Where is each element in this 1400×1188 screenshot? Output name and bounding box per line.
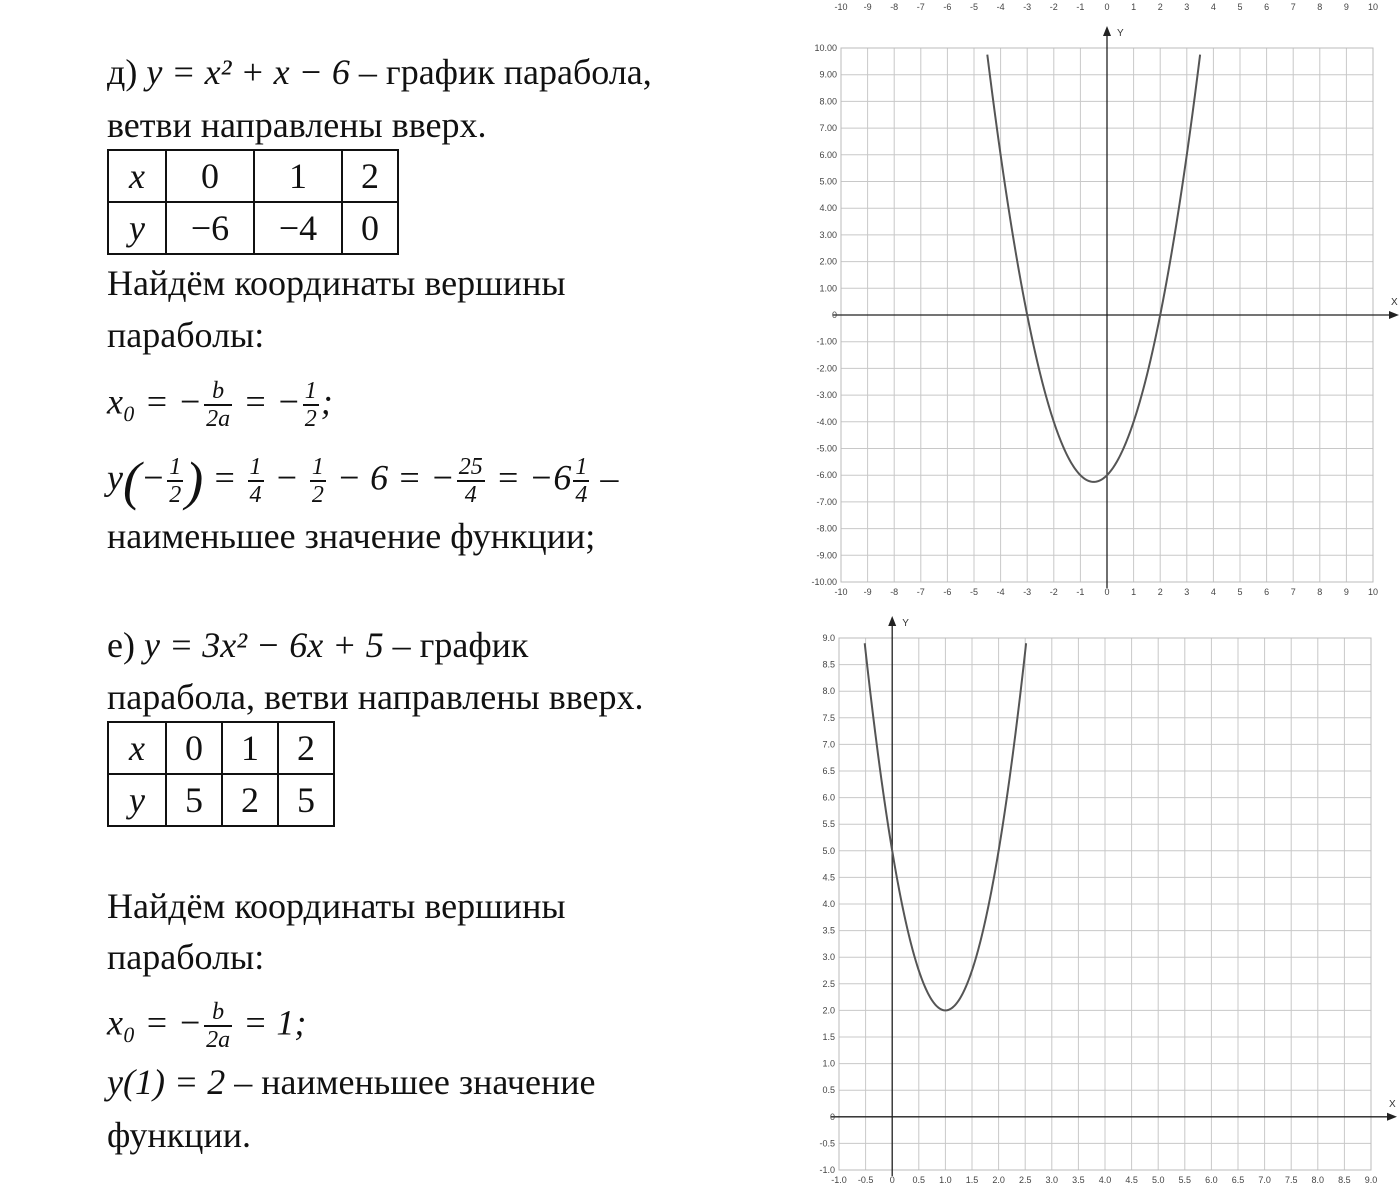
part-d-x0-equation (107, 378, 333, 432)
table-header-x: x (108, 722, 166, 774)
x-tick-label: 2.5 (1018, 1175, 1032, 1185)
x-tick-label: 1 (1131, 587, 1137, 597)
x-tick-label: 7 (1290, 587, 1296, 597)
x-tick-label: 7.0 (1258, 1175, 1271, 1185)
part-d-vertex-title-2: параболы: (107, 315, 265, 355)
y-tick-label: 0 (831, 310, 837, 320)
table-cell: 2 (278, 722, 334, 774)
y-axis-arrow-icon (888, 616, 896, 626)
y-axis-label: Y (1117, 28, 1124, 39)
x-tick-label: 9 (1343, 587, 1349, 597)
x-tick-label: 4 (1210, 587, 1216, 597)
graph-parabola-d (800, 0, 1400, 600)
y-tick-label: 9.00 (819, 69, 837, 80)
table-header-y: y (108, 774, 166, 826)
x-tick-label: -10 (834, 587, 848, 597)
x-tick-label: 5.5 (1178, 1175, 1192, 1185)
x-tick-label: 0.5 (912, 1175, 926, 1185)
y-tick-label: -9.00 (816, 550, 837, 561)
y-tick-label: -5.00 (816, 443, 837, 454)
x-tick-label-top: -4 (996, 2, 1005, 12)
x0-end: = 1; (234, 1002, 307, 1043)
x-tick-label-top: -10 (834, 2, 848, 12)
table-cell: 1 (254, 150, 342, 202)
fraction-b-over-2a: $\frac{b}{2a}$ (206, 378, 231, 432)
y-line-rest: – наименьшее значение (225, 1062, 596, 1102)
table-header-x: x (108, 150, 166, 202)
y-tick-label: 3.5 (822, 925, 835, 936)
y-tick-label: 6.00 (819, 149, 837, 160)
fraction-one-quarter: $\frac{1}{4}$ (249, 454, 262, 508)
x-tick-label: 3.5 (1072, 1175, 1085, 1185)
x-tick-label-top: 2 (1157, 2, 1163, 12)
y-tick-label: 1.0 (822, 1058, 835, 1069)
x-tick-label: 8.5 (1338, 1175, 1351, 1185)
x0-end: ; (320, 381, 333, 422)
part-d-desc-1: – график парабола, (349, 52, 652, 92)
x-tick-label-top: 1 (1131, 2, 1137, 12)
y-tick-label: 9.0 (822, 633, 835, 643)
x-tick-label: 6 (1264, 587, 1270, 597)
y-axis-arrow-icon (1103, 26, 1111, 36)
fraction-one-half: $\frac{1}{2}$ (311, 454, 324, 508)
y-mid: − 6 = − (327, 457, 455, 498)
fraction-b-over-2a: $\frac{b}{2a}$ (206, 999, 231, 1053)
part-e-label: е) (107, 625, 135, 665)
y-axis-label: Y (902, 618, 909, 629)
x-tick-label: 2 (1157, 587, 1163, 597)
part-d-heading (107, 52, 652, 92)
part-e-vertex-title-1: Найдём координаты вершины (107, 886, 566, 926)
x0-mid: = − (234, 381, 301, 422)
y-tick-label: 0.5 (822, 1085, 835, 1096)
x-tick-label-top: 5 (1237, 2, 1243, 12)
table-cell: 0 (166, 150, 254, 202)
x-tick-label: -7 (916, 587, 925, 597)
y-tick-label: 2.5 (822, 978, 835, 989)
part-e-desc-2: парабола, ветви направлены вверх. (107, 677, 644, 717)
part-d-desc-2: ветви направлены вверх. (107, 105, 487, 145)
x-tick-label: -6 (943, 587, 952, 597)
x-tick-label: 6.5 (1231, 1175, 1245, 1185)
fraction-one-half: $\frac{1}{2}$ (169, 454, 182, 508)
part-e-value-table (107, 721, 335, 827)
x-tick-label: 5.0 (1151, 1175, 1165, 1185)
y-tick-label: 10.00 (814, 43, 837, 53)
y-tick-label: 3.00 (819, 229, 837, 240)
part-e-y-line (107, 1062, 596, 1102)
x-tick-label: 8 (1317, 587, 1323, 597)
part-e-heading (107, 625, 528, 665)
x-tick-label: 4.0 (1098, 1175, 1112, 1185)
part-e-conclusion: функции. (107, 1115, 251, 1155)
x-axis-label: X (1389, 1098, 1396, 1110)
table-row (108, 722, 334, 774)
y-tick-label: 2.00 (819, 256, 837, 267)
y-tick-label: -7.00 (816, 496, 837, 507)
y-tick-label: -6.00 (816, 470, 837, 481)
y-tick-label: 0 (829, 1111, 835, 1122)
y-tick-label: 8.00 (819, 96, 837, 107)
y-tick-label: 7.5 (822, 712, 835, 723)
y-tick-label: 4.0 (822, 899, 835, 909)
x-tick-label: 2.0 (992, 1175, 1005, 1185)
y-tick-label: -10.00 (811, 577, 837, 587)
y-tick-label: 1.5 (822, 1032, 835, 1042)
part-e-desc-1: – график (383, 625, 529, 665)
x-tick-label: -0.5 (857, 1175, 874, 1185)
x-tick-label: 1.0 (939, 1175, 952, 1185)
fraction-one-quarter: $\frac{1}{4}$ (575, 454, 588, 508)
table-cell: 5 (278, 774, 334, 826)
y-mixed-number: = −6 (486, 457, 572, 498)
table-cell: 0 (166, 722, 222, 774)
y-tick-label: 6.0 (822, 792, 835, 803)
x-tick-label: -1 (1076, 587, 1085, 597)
x-tick-label: 0 (1104, 587, 1110, 597)
y-tick-label: -1.0 (819, 1165, 835, 1175)
table-header-y: y (108, 202, 166, 254)
x-tick-label: 9.0 (1364, 1175, 1378, 1185)
x-tick-label-top: -6 (943, 2, 952, 12)
x-tick-label: 0 (889, 1175, 895, 1185)
x-tick-label-top: 10 (1367, 2, 1379, 12)
x-tick-label: 6.0 (1205, 1175, 1218, 1185)
paren-minus: − (140, 457, 166, 498)
paren-close: ) (185, 451, 204, 511)
x-tick-label: 7.5 (1284, 1175, 1298, 1185)
y-of-1: y(1) = 2 (107, 1062, 226, 1102)
part-e-formula: y = 3x² − 6x + 5 (143, 625, 384, 665)
part-d-vertex-title-1: Найдём координаты вершины (107, 263, 566, 303)
x-tick-label-top: 8 (1317, 2, 1323, 12)
x-tick-label: -4 (996, 587, 1005, 597)
parabola-curve (987, 55, 1200, 482)
table-cell: −4 (254, 202, 342, 254)
x-tick-label: -5 (969, 587, 979, 597)
part-d-label: д) (107, 52, 138, 92)
y-tick-label: -1.00 (816, 336, 837, 347)
x-tick-label: 5 (1237, 587, 1243, 597)
y-tick-label: -2.00 (816, 363, 837, 374)
equals: = (203, 457, 246, 498)
x-tick-label-top: -8 (890, 2, 899, 12)
table-cell: 0 (342, 202, 398, 254)
x-tick-label-top: -2 (1049, 2, 1058, 12)
dash: – (591, 457, 619, 498)
x-tick-label-top: -3 (1023, 2, 1032, 12)
y-tick-label: 8.5 (822, 659, 835, 670)
x-tick-label: -2 (1049, 587, 1058, 597)
x-tick-label-top: 0 (1104, 2, 1110, 12)
y-tick-label: -8.00 (816, 523, 837, 534)
fraction-one-half: $\frac{1}{2}$ (304, 378, 317, 432)
table-row (108, 774, 334, 826)
table-row (108, 150, 398, 202)
x-tick-label: 4.5 (1125, 1175, 1138, 1185)
x-tick-label: 1.5 (965, 1175, 979, 1185)
part-e-x0-equation (107, 999, 306, 1053)
x-tick-label-top: -1 (1076, 2, 1085, 12)
y-tick-label: 6.5 (822, 766, 835, 776)
x-tick-label: 8.0 (1311, 1175, 1325, 1185)
table-cell: 2 (222, 774, 278, 826)
x-tick-label: 10 (1367, 587, 1379, 597)
y-tick-label: -4.00 (816, 416, 837, 427)
part-d-formula: y = x² + x − 6 (146, 52, 350, 92)
x-axis-label: X (1391, 297, 1398, 308)
x-tick-label-top: -7 (916, 2, 925, 12)
y-tick-label: 8.0 (822, 686, 835, 697)
x-tick-label-top: 4 (1210, 2, 1216, 12)
x0-lhs: x₀ = − (107, 381, 203, 422)
y-tick-label: 5.5 (822, 819, 835, 830)
x-tick-label: -9 (863, 587, 872, 597)
table-cell: 5 (166, 774, 222, 826)
table-cell: −6 (166, 202, 254, 254)
x-tick-label-top: 6 (1264, 2, 1270, 12)
x-axis-arrow-icon (1387, 1113, 1397, 1121)
x-tick-label: 3 (1184, 587, 1190, 597)
y-tick-label: 7.00 (819, 123, 837, 134)
y-tick-label: 4.5 (822, 872, 835, 883)
x-tick-label-top: -5 (969, 2, 979, 12)
x-tick-label-top: 9 (1343, 2, 1349, 12)
x-tick-label: 3.0 (1045, 1175, 1059, 1185)
y-tick-label: 3.0 (822, 952, 835, 963)
part-d-conclusion: наименьшее значение функции; (107, 516, 596, 556)
table-cell: 1 (222, 722, 278, 774)
x-tick-label-top: 7 (1290, 2, 1296, 12)
x-tick-label: -8 (890, 587, 899, 597)
y-tick-label: 4.00 (819, 203, 837, 214)
x-tick-label-top: 3 (1184, 2, 1190, 12)
y-tick-label: 2.0 (822, 1005, 835, 1016)
x-tick-label: -3 (1023, 587, 1032, 597)
y-tick-label: -3.00 (816, 390, 837, 401)
y-tick-label: 7.0 (822, 739, 835, 750)
part-d-value-table (107, 149, 399, 255)
x-tick-label: -1.0 (831, 1175, 847, 1185)
y-tick-label: 5.00 (819, 176, 837, 187)
y-tick-label: 1.00 (819, 283, 837, 294)
table-cell: 2 (342, 150, 398, 202)
x0-lhs: x₀ = − (107, 1002, 203, 1043)
table-row (108, 202, 398, 254)
part-d-y-equation (107, 451, 619, 511)
paren-open: ( (122, 451, 141, 511)
minus: − (265, 457, 308, 498)
y-tick-label: -0.5 (819, 1138, 835, 1149)
part-e-vertex-title-2: параболы: (107, 937, 265, 977)
y-lhs: y (107, 457, 123, 498)
graph-parabola-e (800, 612, 1400, 1188)
x-tick-label-top: -9 (863, 2, 872, 12)
x-axis-arrow-icon (1389, 311, 1399, 319)
fraction-25-over-4: $\frac{25}{4}$ (458, 454, 483, 508)
y-tick-label: 5.0 (822, 845, 835, 856)
